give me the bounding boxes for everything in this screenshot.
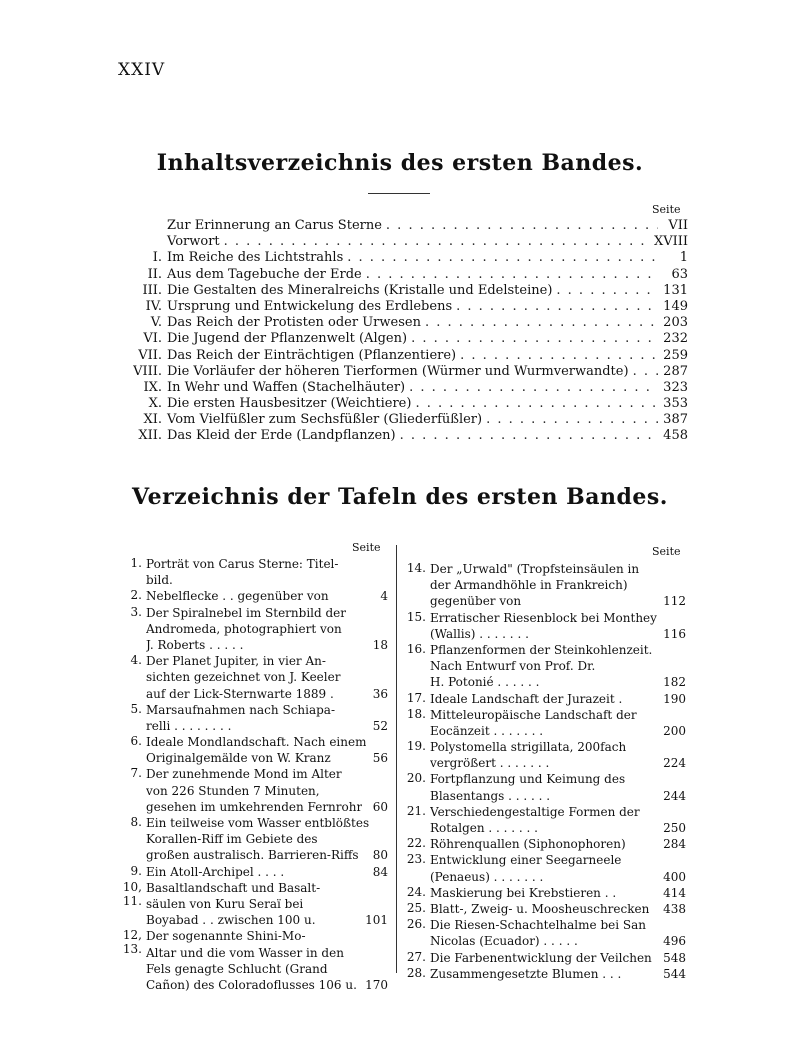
toc-entry-number: VII.	[138, 347, 162, 363]
leader-dots	[486, 412, 658, 427]
plate-page: 112	[659, 593, 686, 609]
toc-entry	[128, 396, 688, 412]
plate-number: 1.	[130, 556, 142, 570]
plate-page: 182	[659, 674, 686, 690]
plate-title-line: Der Spiralnebel im Sternbild der	[146, 605, 347, 620]
toc-entry-page: 387	[663, 412, 688, 428]
plate-title-line: Fels genagte Schlucht (Grand	[146, 961, 328, 976]
toc-entry-number: XII.	[138, 428, 162, 444]
plate-title-line: großen australisch. Barrieren-Riffs	[146, 848, 359, 863]
plate-title-line: Nebelflecke . . gegenüber von	[146, 589, 329, 604]
toc-entry	[128, 299, 688, 315]
plate-title-line: Fortpflanzung und Keimung des	[430, 772, 626, 787]
toc-entry-number: VIII.	[133, 363, 162, 379]
toc-entry-number: IV.	[145, 298, 162, 314]
contents-heading: Inhaltsverzeichnis des ersten Bandes.	[156, 150, 644, 176]
plates-right-column	[404, 561, 686, 982]
plate-title-line: Marsaufnahmen nach Schiapa-	[146, 702, 335, 717]
plate-page: 544	[659, 966, 686, 982]
plate-title-line: Andromeda, photographiert von	[146, 621, 342, 636]
leader-dots	[460, 348, 658, 363]
toc-entry-page: 131	[663, 282, 688, 298]
leader-dots	[415, 396, 658, 411]
plate-title-line: Pflanzenformen der Steinkohlenzeit.	[430, 642, 653, 657]
toc-entry-page: 287	[663, 363, 688, 379]
plate-page: 36	[369, 686, 388, 702]
plate-page: 60	[369, 799, 388, 815]
toc-entry	[128, 331, 688, 347]
plate-title-line: Zusammengesetzte Blumen . . .	[430, 966, 622, 981]
leader-dots	[400, 428, 658, 443]
plate-number: 21.	[406, 803, 426, 818]
plate-entry	[404, 852, 686, 884]
toc-entry-title: Die Vorläufer der höheren Tierformen (Würmer und Wurmverwandte)	[167, 363, 629, 379]
plate-title-line: Ideale Landschaft der Jurazeit .	[430, 691, 623, 706]
plate-number: 4.	[130, 653, 142, 668]
toc-entry-title: Ursprung und Entwickelung des Erdlebens	[167, 298, 453, 314]
plate-title-line: Der sogenannte Shini-Mo-	[146, 929, 306, 944]
plate-title-line: gegenüber von	[430, 594, 522, 609]
plate-title-line: Korallen-Riff im Gebiete des	[146, 832, 318, 847]
toc-entry-page: 1	[679, 250, 688, 266]
toc-entry-title: Das Reich der Einträchtigen (Pflanzentiere)	[167, 347, 457, 363]
plate-number: 23.	[406, 852, 426, 867]
plate-number: 14.	[406, 561, 426, 575]
toc-entry-title: Die Jugend der Pflanzenwelt (Algen)	[167, 331, 408, 347]
plate-title-line: Der zunehmende Mond im Alter	[146, 767, 342, 782]
plate-title-line: von 226 Stunden 7 Minuten,	[146, 783, 320, 798]
leader-dots	[409, 380, 658, 395]
plate-title-line: Ideale Mondlandschaft. Nach einem	[146, 735, 367, 750]
contents-list	[128, 218, 688, 445]
plate-title-line: Rotalgen . . . . . . .	[430, 821, 538, 835]
plate-page: 200	[659, 723, 686, 739]
plate-page: 18	[369, 637, 388, 653]
plate-title-line: Eocänzeit . . . . . . .	[430, 723, 544, 738]
plate-title-line: (Penaeus) . . . . . . .	[430, 869, 544, 884]
toc-entry-number: VI.	[143, 331, 162, 347]
plate-title-line: Blatt-, Zweig- u. Moosheuschrecken	[430, 901, 650, 916]
plate-entry	[118, 880, 388, 929]
plate-page: 84	[369, 864, 388, 880]
plates-left-column	[118, 556, 388, 993]
toc-entry-title: Vom Vielfüßler zum Sechsfüßler (Gliederfüßler)	[167, 412, 483, 428]
plate-title-line: sichten gezeichnet von J. Keeler	[146, 670, 341, 685]
toc-entry-page: 232	[663, 331, 688, 347]
toc-entry-title: Zur Erinnerung an Carus Sterne	[167, 218, 382, 233]
toc-entry-title: Das Reich der Protisten oder Urwesen	[167, 315, 421, 331]
toc-entry-page: 323	[663, 379, 688, 395]
plate-number: 24.	[406, 884, 426, 899]
plate-page: 438	[659, 901, 686, 917]
plate-entry	[404, 950, 686, 966]
heading-divider	[368, 193, 430, 194]
toc-entry	[128, 348, 688, 364]
plate-entry	[118, 588, 388, 604]
plate-title-line: Porträt von Carus Sterne: Titel-	[146, 557, 339, 571]
plate-title-line: Entwicklung einer Seegarneele	[430, 853, 622, 868]
leader-dots	[224, 234, 650, 249]
toc-entry-number: II.	[147, 266, 162, 282]
plate-title-line: Der „Urwald" (Tropfsteinsäulen in	[430, 562, 640, 576]
plate-number: 27.	[406, 949, 426, 964]
toc-entry	[128, 250, 688, 266]
toc-entry	[128, 267, 688, 283]
plate-title-line: Nach Entwurf von Prof. Dr.	[430, 659, 596, 674]
plate-entry	[404, 610, 686, 642]
plate-title-line: Ein teilweise vom Wasser entblößtes	[146, 816, 370, 830]
plate-entry	[404, 707, 686, 739]
plate-entry	[404, 561, 686, 610]
plate-entry	[404, 739, 686, 771]
plate-number: 6.	[130, 734, 142, 749]
plate-entry	[404, 917, 686, 949]
toc-entry	[128, 364, 688, 380]
toc-entry-page: XVIII	[653, 234, 688, 250]
plate-number: 10, 11.	[122, 879, 142, 908]
plate-title-line: H. Potonié . . . . . .	[430, 675, 540, 690]
plate-title-line: gesehen im umkehrenden Fernrohr	[146, 799, 363, 814]
plate-entry	[118, 605, 388, 654]
plate-entry	[404, 804, 686, 836]
plate-page: 170	[361, 977, 388, 993]
leader-dots	[456, 299, 658, 314]
plate-number: 2.	[130, 588, 142, 603]
plate-number: 28.	[406, 965, 426, 980]
plate-title-line: säulen von Kuru Seraï bei	[146, 896, 304, 911]
plate-page: 250	[659, 820, 686, 836]
plate-title-line: (Wallis) . . . . . . .	[430, 626, 529, 641]
plate-title-line: Blasentangs . . . . . .	[430, 788, 551, 803]
plate-title-line: Mitteleuropäische Landschaft der	[430, 707, 637, 722]
leader-dots	[425, 315, 658, 330]
plate-title-line: Die Farbenentwicklung der Veilchen	[430, 950, 652, 965]
plate-page: 284	[659, 836, 686, 852]
plate-page: 56	[369, 750, 388, 766]
plate-number: 22.	[406, 836, 426, 851]
plates-right-seite-label: Seite	[652, 545, 681, 558]
toc-entry-title: Die ersten Hausbesitzer (Weichtiere)	[167, 396, 412, 412]
plate-page: 244	[659, 788, 686, 804]
leader-dots	[556, 283, 658, 298]
plate-entry	[404, 885, 686, 901]
toc-entry-page: 63	[671, 266, 688, 282]
toc-entry-number: XI.	[143, 412, 162, 428]
leader-dots	[411, 331, 658, 346]
plate-title-line: der Armandhöhle in Frankreich)	[430, 578, 628, 593]
plate-entry	[404, 691, 686, 707]
plate-title-line: Erratischer Riesenblock bei Monthey	[430, 610, 657, 625]
plate-title-line: auf der Lick-Sternwarte 1889 .	[146, 686, 334, 701]
leader-dots	[386, 218, 658, 233]
toc-entry-title: Aus dem Tagebuche der Erde	[167, 266, 362, 282]
toc-entry	[128, 428, 688, 444]
contents-seite-label: Seite	[652, 203, 681, 216]
plate-page: 496	[659, 933, 686, 949]
plates-heading: Verzeichnis der Tafeln des ersten Bandes.	[132, 484, 668, 510]
toc-entry	[128, 380, 688, 396]
plate-title-line: relli . . . . . . . .	[146, 718, 232, 733]
plate-page: 116	[659, 626, 686, 642]
plate-page: 400	[659, 869, 686, 885]
plate-title-line: Maskierung bei Krebstieren . .	[430, 885, 617, 900]
plate-title-line: Der Planet Jupiter, in vier An-	[146, 654, 326, 669]
plate-title-line: Altar und die vom Wasser in den	[146, 945, 344, 960]
plate-title-line: Polystomella strigillata, 200fach	[430, 740, 627, 755]
plate-title-line: bild.	[146, 573, 173, 588]
plate-entry	[404, 642, 686, 691]
toc-entry-page: 259	[663, 347, 688, 363]
plate-number: 9.	[130, 863, 142, 878]
toc-entry-title: Die Gestalten des Mineralreichs (Kristalle und Edelsteine)	[167, 282, 553, 298]
toc-entry-number: V.	[150, 315, 162, 331]
plate-entry	[404, 771, 686, 803]
toc-entry	[128, 218, 688, 234]
toc-entry	[128, 315, 688, 331]
plate-number: 20.	[406, 771, 426, 786]
plate-page: 414	[659, 885, 686, 901]
plate-title-line: Die Riesen-Schachtelhalme bei San	[430, 918, 646, 933]
plate-title-line: Cañon) des Coloradoflusses 106 u.	[146, 977, 357, 992]
plate-page: 52	[369, 718, 388, 734]
plate-number: 26.	[406, 917, 426, 932]
plate-title-line: Originalgemälde von W. Kranz	[146, 751, 331, 766]
toc-entry-title: Vorwort	[167, 234, 220, 250]
toc-entry-number: III.	[142, 282, 162, 298]
toc-entry-page: 353	[663, 396, 688, 412]
plate-number: 3.	[130, 604, 142, 619]
leader-dots	[347, 250, 658, 265]
plate-entry	[118, 653, 388, 702]
plate-title-line: Boyabad . . zwischen 100 u.	[146, 913, 316, 928]
plate-number: 16.	[406, 641, 426, 656]
plate-page: 80	[369, 847, 388, 863]
plate-entry	[118, 815, 388, 864]
plate-entry	[404, 966, 686, 982]
toc-entry-page: 458	[663, 428, 688, 444]
page-number: XXIV	[118, 60, 166, 80]
plate-number: 25.	[406, 900, 426, 915]
plate-title-line: J. Roberts . . . . .	[146, 637, 244, 652]
plate-title-line: Verschiedengestaltige Formen der	[430, 804, 640, 819]
plate-page: 4	[376, 588, 388, 604]
toc-entry-page: VII	[668, 218, 688, 233]
plate-title-line: Ein Atoll-Archipel . . . .	[146, 864, 285, 879]
toc-entry-number: X.	[148, 396, 162, 412]
plate-entry	[118, 702, 388, 734]
toc-entry-title: Das Kleid der Erde (Landpflanzen)	[167, 428, 396, 444]
toc-entry-number: IX.	[143, 379, 162, 395]
leader-dots	[366, 267, 658, 282]
plate-number: 17.	[406, 690, 426, 705]
plate-number: 12, 13.	[122, 928, 142, 957]
plate-number: 8.	[130, 815, 142, 829]
plate-number: 7.	[130, 766, 142, 781]
plate-number: 5.	[130, 701, 142, 716]
toc-entry-page: 203	[663, 315, 688, 331]
plate-page	[384, 572, 388, 588]
plate-entry	[118, 928, 388, 993]
toc-entry-title: Im Reiche des Lichtstrahls	[167, 250, 344, 266]
plate-entry	[118, 556, 388, 588]
plate-title-line: Basaltlandschaft und Basalt-	[146, 880, 321, 895]
plate-number: 19.	[406, 739, 426, 754]
plate-page: 101	[361, 912, 388, 928]
toc-entry-page: 149	[663, 298, 688, 314]
plate-page: 190	[659, 691, 686, 707]
plate-title-line: Röhrenquallen (Siphonophoren)	[430, 837, 626, 852]
plates-left-seite-label: Seite	[352, 541, 381, 554]
plate-number: 15.	[406, 609, 426, 624]
plate-entry	[404, 901, 686, 917]
toc-entry	[128, 283, 688, 299]
toc-entry	[128, 234, 688, 250]
plate-entry	[404, 836, 686, 852]
toc-entry-number: I.	[152, 250, 162, 266]
plate-page: 224	[659, 755, 686, 771]
column-divider	[396, 545, 397, 973]
plate-entry	[118, 766, 388, 815]
plate-page: 548	[659, 950, 686, 966]
leader-dots	[633, 364, 658, 379]
toc-entry-title: In Wehr und Waffen (Stachelhäuter)	[167, 379, 406, 395]
toc-entry	[128, 412, 688, 428]
plate-number: 18.	[406, 706, 426, 721]
plate-title-line: vergrößert . . . . . . .	[430, 756, 550, 771]
plate-entry	[118, 734, 388, 766]
plate-entry	[118, 864, 388, 880]
plate-title-line: Nicolas (Ecuador) . . . . .	[430, 934, 578, 949]
